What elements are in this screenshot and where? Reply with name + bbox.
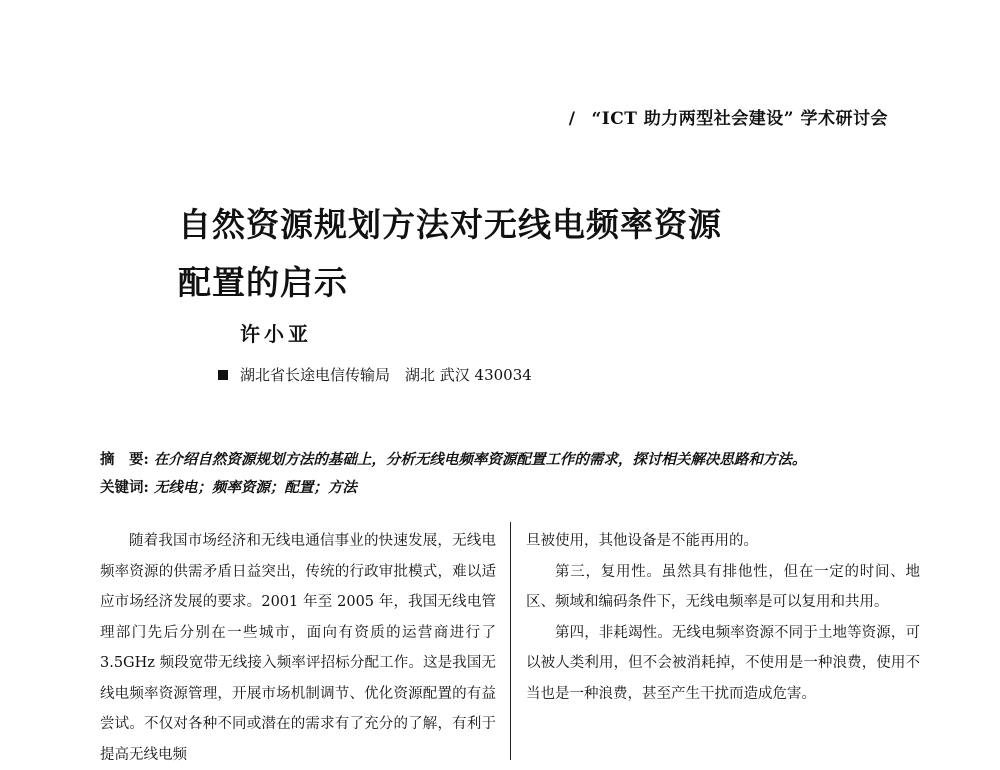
header-slash: / xyxy=(568,109,576,129)
abstract-label: 摘 要: xyxy=(100,451,149,468)
author-name: 许小亚 xyxy=(240,322,312,346)
body-paragraph: 随着我国市场经济和无线电通信事业的快速发展，无线电频率资源的供需矛盾日益突出，传统的行政审批模式，难以适应市场经济发展的要求。2001 年至 2005 年，我国无线电管理部门先后分别在一些城市，面向有资质的运营商进行了 3.5GHz 频段宽带无线接入频率评招标分配工作。这是我国无线电频率资源管理，开展市场机制调节、优化资源配置的有益尝试。不仅对各种不同或潜在的需求有了充分的了解，有利于提高无线电频 xyxy=(100,533,496,763)
body-paragraph: 第三，复用性。虽然具有排他性，但在一定的时间、地区、频域和编码条件下，无线电频率是可以复用和共用。 xyxy=(526,563,920,610)
paper-title xyxy=(178,196,722,312)
running-header xyxy=(569,104,888,129)
title-line-2: 配置的启示 xyxy=(178,263,348,302)
conference-name: “ICT 助力两型社会建设” 学术研讨会 xyxy=(591,109,888,129)
title-line-1: 自然资源规划方法对无线电频率资源 xyxy=(178,205,722,244)
body-paragraph: 第四，非耗竭性。无线电频率资源不同于土地等资源，可以被人类利用，但不会被消耗掉，不使用是一种浪费，使用不当也是一种浪费，甚至产生干扰而造成危害。 xyxy=(526,624,920,702)
abstract-text: 在介绍自然资源规划方法的基础上，分析无线电频率资源配置工作的需求，探讨相关解决思路和方法。 xyxy=(153,451,807,468)
keywords-label: 关键词: xyxy=(100,479,149,496)
column-divider xyxy=(510,522,511,760)
abstract-block xyxy=(100,446,920,502)
affiliation xyxy=(218,364,532,385)
keywords xyxy=(100,474,920,502)
body-column-left xyxy=(100,526,496,770)
body-column-right xyxy=(526,526,920,709)
abstract xyxy=(100,446,920,474)
square-bullet-icon xyxy=(218,370,228,380)
affiliation-text: 湖北省长途电信传输局 湖北 武汉 430034 xyxy=(240,366,532,384)
keywords-text: 无线电；频率资源；配置；方法 xyxy=(153,479,357,496)
body-paragraph: 旦被使用，其他设备是不能再用的。 xyxy=(526,533,758,549)
